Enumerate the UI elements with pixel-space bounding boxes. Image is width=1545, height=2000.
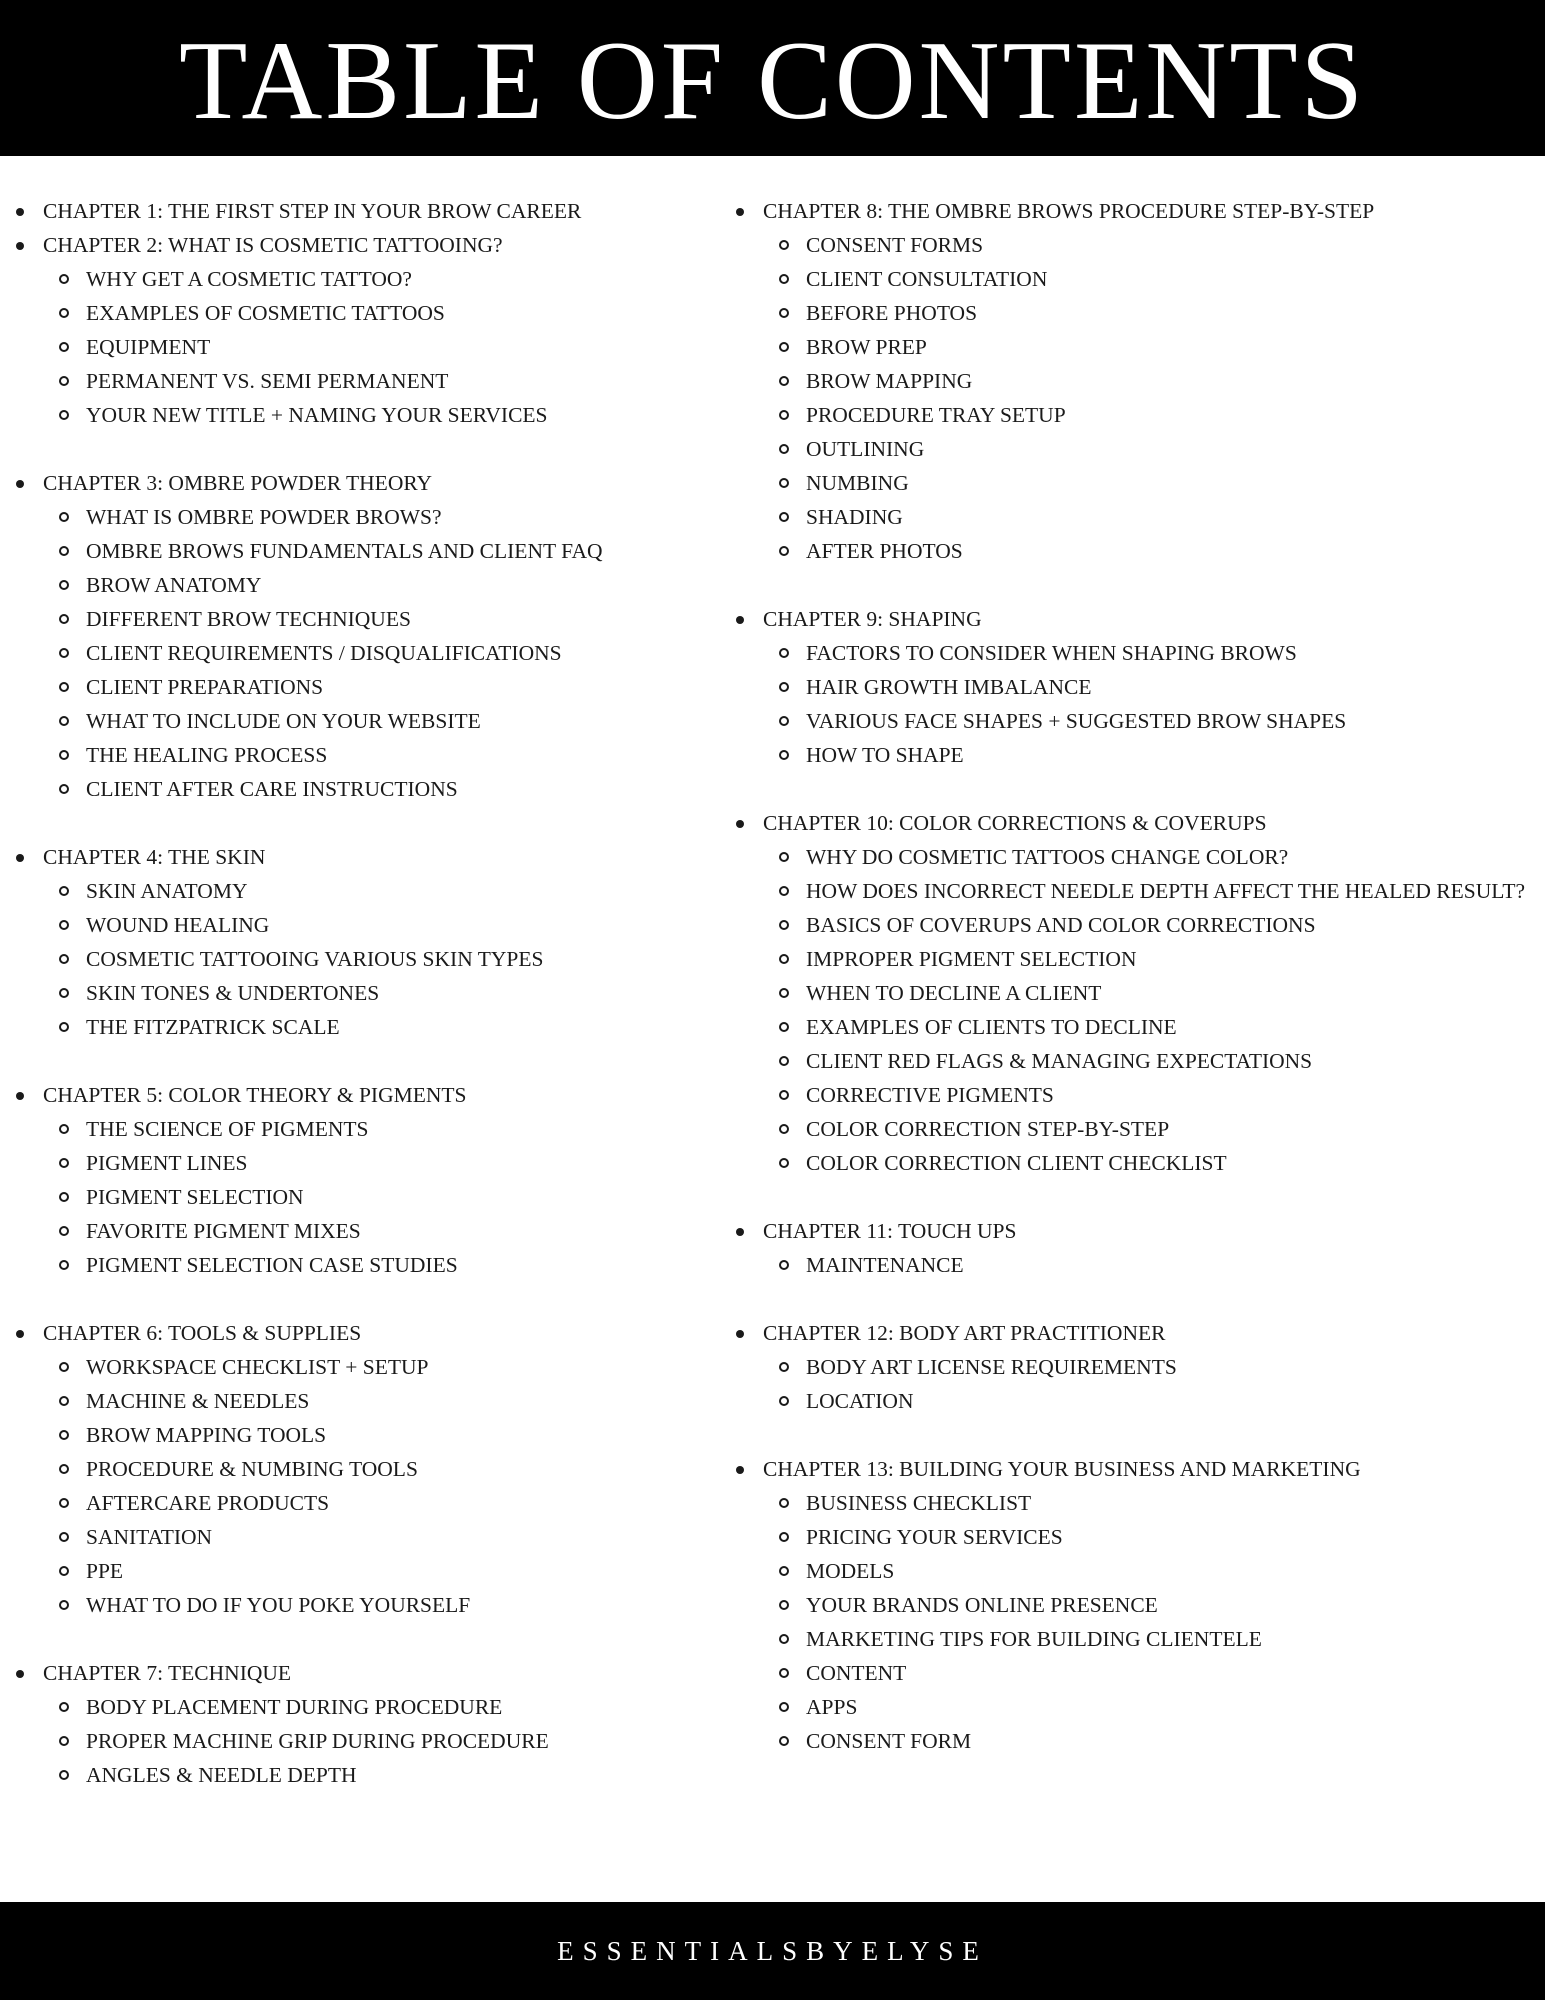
circle-bullet-icon — [59, 410, 69, 420]
subtopic-item — [720, 1724, 1545, 1758]
circle-bullet-icon — [779, 444, 789, 454]
subtopic-item — [0, 1554, 720, 1588]
subtopic-text: LOCATION — [806, 1389, 914, 1413]
chapter-title — [0, 194, 720, 228]
circle-bullet-icon — [59, 716, 69, 726]
subtopic-text: PIGMENT SELECTION — [86, 1185, 304, 1209]
circle-bullet-icon — [59, 682, 69, 692]
subtopic-item — [720, 976, 1545, 1010]
circle-bullet-icon — [779, 1158, 789, 1168]
subtopic-item — [0, 364, 720, 398]
circle-bullet-icon — [59, 546, 69, 556]
subtopic-text: WOUND HEALING — [86, 913, 270, 937]
subtopic-text: EXAMPLES OF CLIENTS TO DECLINE — [806, 1015, 1177, 1039]
subtopic-item — [0, 874, 720, 908]
subtopic-item — [720, 432, 1545, 466]
subtopic-item — [0, 330, 720, 364]
circle-bullet-icon — [779, 274, 789, 284]
subtopic-item — [720, 262, 1545, 296]
circle-bullet-icon — [59, 1022, 69, 1032]
chapter-entry — [720, 602, 1545, 772]
subtopic-item — [0, 976, 720, 1010]
subtopic-item — [0, 670, 720, 704]
subtopic-text: CONSENT FORM — [806, 1729, 972, 1753]
subtopic-text: ANGLES & NEEDLE DEPTH — [86, 1763, 357, 1787]
subtopic-text: VARIOUS FACE SHAPES + SUGGESTED BROW SHAPES — [806, 709, 1347, 733]
subtopic-text: PROCEDURE & NUMBING TOOLS — [86, 1457, 418, 1481]
subtopic-text: BUSINESS CHECKLIST — [806, 1491, 1032, 1515]
subtopic-text: APPS — [806, 1695, 858, 1719]
subtopic-item — [720, 1044, 1545, 1078]
circle-bullet-icon — [779, 1566, 789, 1576]
subtopic-item — [720, 1622, 1545, 1656]
subtopic-text: THE FITZPATRICK SCALE — [86, 1015, 340, 1039]
subtopic-text: BROW ANATOMY — [86, 573, 262, 597]
circle-bullet-icon — [59, 1566, 69, 1576]
subtopic-text: CONSENT FORMS — [806, 233, 984, 257]
circle-bullet-icon — [59, 376, 69, 386]
circle-bullet-icon — [59, 988, 69, 998]
subtopic-list — [720, 228, 1545, 568]
bullet-icon — [16, 1092, 24, 1100]
subtopic-text: PPE — [86, 1559, 124, 1583]
circle-bullet-icon — [779, 1022, 789, 1032]
subtopic-item — [720, 942, 1545, 976]
subtopic-text: WHAT IS OMBRE POWDER BROWS? — [86, 505, 442, 529]
subtopic-list — [720, 1486, 1545, 1758]
subtopic-item — [720, 670, 1545, 704]
subtopic-text: PRICING YOUR SERVICES — [806, 1525, 1063, 1549]
subtopic-text: CLIENT RED FLAGS & MANAGING EXPECTATIONS — [806, 1049, 1313, 1073]
subtopic-item — [720, 908, 1545, 942]
circle-bullet-icon — [779, 1634, 789, 1644]
circle-bullet-icon — [779, 852, 789, 862]
subtopic-item — [720, 738, 1545, 772]
subtopic-item — [0, 1384, 720, 1418]
subtopic-text: PERMANENT VS. SEMI PERMANENT — [86, 369, 449, 393]
subtopic-text: DIFFERENT BROW TECHNIQUES — [86, 607, 411, 631]
subtopic-item — [0, 1758, 720, 1792]
circle-bullet-icon — [59, 1158, 69, 1168]
subtopic-text: FACTORS TO CONSIDER WHEN SHAPING BROWS — [806, 641, 1297, 665]
chapter-title-text: CHAPTER 5: COLOR THEORY & PIGMENTS — [43, 1083, 467, 1107]
subtopic-item — [0, 738, 720, 772]
subtopic-list — [0, 1112, 720, 1282]
subtopic-item — [0, 772, 720, 806]
subtopic-text: OUTLINING — [806, 437, 925, 461]
circle-bullet-icon — [59, 1396, 69, 1406]
subtopic-item — [0, 1350, 720, 1384]
circle-bullet-icon — [59, 308, 69, 318]
subtopic-item — [720, 1690, 1545, 1724]
circle-bullet-icon — [59, 784, 69, 794]
chapter-entry — [720, 1214, 1545, 1282]
subtopic-text: WORKSPACE CHECKLIST + SETUP — [86, 1355, 429, 1379]
circle-bullet-icon — [59, 1736, 69, 1746]
circle-bullet-icon — [59, 1532, 69, 1542]
subtopic-item — [720, 840, 1545, 874]
subtopic-text: WHEN TO DECLINE A CLIENT — [806, 981, 1102, 1005]
subtopic-item — [720, 466, 1545, 500]
subtopic-item — [0, 500, 720, 534]
chapter-title-text: CHAPTER 12: BODY ART PRACTITIONER — [763, 1321, 1166, 1345]
subtopic-item — [0, 636, 720, 670]
subtopic-text: BROW MAPPING TOOLS — [86, 1423, 327, 1447]
subtopic-text: IMPROPER PIGMENT SELECTION — [806, 947, 1137, 971]
title-banner — [0, 0, 1545, 156]
bullet-icon — [736, 1330, 744, 1338]
chapter-title — [0, 1316, 720, 1350]
subtopic-text: CORRECTIVE PIGMENTS — [806, 1083, 1054, 1107]
chapter-title — [720, 806, 1545, 840]
subtopic-list — [720, 1248, 1545, 1282]
subtopic-list — [720, 840, 1545, 1180]
circle-bullet-icon — [779, 1362, 789, 1372]
subtopic-text: BASICS OF COVERUPS AND COLOR CORRECTIONS — [806, 913, 1316, 937]
subtopic-text: BODY PLACEMENT DURING PROCEDURE — [86, 1695, 503, 1719]
subtopic-item — [0, 602, 720, 636]
subtopic-item — [0, 942, 720, 976]
circle-bullet-icon — [779, 1736, 789, 1746]
chapter-title-text: CHAPTER 11: TOUCH UPS — [763, 1219, 1017, 1243]
subtopic-item — [0, 1520, 720, 1554]
circle-bullet-icon — [779, 240, 789, 250]
circle-bullet-icon — [779, 682, 789, 692]
subtopic-text: BEFORE PHOTOS — [806, 301, 978, 325]
subtopic-item — [0, 1180, 720, 1214]
subtopic-text: COLOR CORRECTION STEP-BY-STEP — [806, 1117, 1170, 1141]
subtopic-list — [720, 1350, 1545, 1418]
subtopic-list — [0, 262, 720, 432]
subtopic-item — [720, 330, 1545, 364]
chapter-entry — [720, 806, 1545, 1180]
circle-bullet-icon — [59, 342, 69, 352]
bullet-icon — [736, 820, 744, 828]
circle-bullet-icon — [779, 1600, 789, 1610]
circle-bullet-icon — [779, 342, 789, 352]
circle-bullet-icon — [59, 512, 69, 522]
chapter-title-text: CHAPTER 7: TECHNIQUE — [43, 1661, 292, 1685]
circle-bullet-icon — [779, 1056, 789, 1066]
bullet-icon — [16, 208, 24, 216]
circle-bullet-icon — [59, 886, 69, 896]
circle-bullet-icon — [59, 614, 69, 624]
subtopic-text: HOW TO SHAPE — [806, 743, 964, 767]
toc-right-column — [720, 194, 1545, 1758]
subtopic-text: NUMBING — [806, 471, 909, 495]
subtopic-item — [0, 1418, 720, 1452]
subtopic-item — [720, 1350, 1545, 1384]
circle-bullet-icon — [59, 1498, 69, 1508]
subtopic-text: WHY DO COSMETIC TATTOOS CHANGE COLOR? — [806, 845, 1289, 869]
subtopic-item — [0, 1146, 720, 1180]
subtopic-list — [0, 1350, 720, 1622]
circle-bullet-icon — [59, 750, 69, 760]
circle-bullet-icon — [779, 1124, 789, 1134]
chapter-title-text: CHAPTER 10: COLOR CORRECTIONS & COVERUPS — [763, 811, 1267, 835]
subtopic-text: CLIENT PREPARATIONS — [86, 675, 324, 699]
circle-bullet-icon — [59, 1464, 69, 1474]
subtopic-text: HAIR GROWTH IMBALANCE — [806, 675, 1092, 699]
circle-bullet-icon — [59, 920, 69, 930]
circle-bullet-icon — [779, 512, 789, 522]
chapter-title — [0, 1656, 720, 1690]
subtopic-text: THE HEALING PROCESS — [86, 743, 328, 767]
subtopic-text: PIGMENT LINES — [86, 1151, 248, 1175]
chapter-title-text: CHAPTER 4: THE SKIN — [43, 845, 266, 869]
subtopic-item — [720, 398, 1545, 432]
bullet-icon — [16, 480, 24, 488]
subtopic-item — [720, 1486, 1545, 1520]
subtopic-item — [0, 1248, 720, 1282]
subtopic-list — [0, 1690, 720, 1792]
circle-bullet-icon — [779, 750, 789, 760]
circle-bullet-icon — [59, 1260, 69, 1270]
subtopic-text: PROCEDURE TRAY SETUP — [806, 403, 1066, 427]
subtopic-text: COSMETIC TATTOOING VARIOUS SKIN TYPES — [86, 947, 544, 971]
subtopic-text: WHAT TO INCLUDE ON YOUR WEBSITE — [86, 709, 481, 733]
subtopic-text: CLIENT CONSULTATION — [806, 267, 1048, 291]
chapter-entry — [0, 1316, 720, 1622]
chapter-entry — [720, 194, 1545, 568]
subtopic-text: BODY ART LICENSE REQUIREMENTS — [806, 1355, 1177, 1379]
subtopic-text: EXAMPLES OF COSMETIC TATTOOS — [86, 301, 445, 325]
subtopic-text: MODELS — [806, 1559, 895, 1583]
subtopic-list — [720, 636, 1545, 772]
circle-bullet-icon — [779, 988, 789, 998]
bullet-icon — [736, 616, 744, 624]
circle-bullet-icon — [779, 1396, 789, 1406]
subtopic-item — [720, 228, 1545, 262]
circle-bullet-icon — [779, 716, 789, 726]
subtopic-item — [720, 1656, 1545, 1690]
circle-bullet-icon — [779, 478, 789, 488]
chapter-entry — [0, 466, 720, 806]
subtopic-item — [720, 1010, 1545, 1044]
subtopic-text: OMBRE BROWS FUNDAMENTALS AND CLIENT FAQ — [86, 539, 603, 563]
subtopic-text: AFTER PHOTOS — [806, 539, 963, 563]
circle-bullet-icon — [779, 648, 789, 658]
chapter-title-text: CHAPTER 2: WHAT IS COSMETIC TATTOOING? — [43, 233, 503, 257]
subtopic-text: WHY GET A COSMETIC TATTOO? — [86, 267, 412, 291]
subtopic-item — [0, 1690, 720, 1724]
subtopic-text: CONTENT — [806, 1661, 907, 1685]
subtopic-item — [0, 296, 720, 330]
bullet-icon — [16, 854, 24, 862]
brand-name: ESSENTIALSBYELYSE — [557, 1935, 988, 1966]
circle-bullet-icon — [779, 920, 789, 930]
subtopic-item — [720, 296, 1545, 330]
bullet-icon — [16, 1670, 24, 1678]
circle-bullet-icon — [779, 1260, 789, 1270]
subtopic-item — [0, 1452, 720, 1486]
subtopic-text: PIGMENT SELECTION CASE STUDIES — [86, 1253, 458, 1277]
circle-bullet-icon — [779, 308, 789, 318]
circle-bullet-icon — [59, 1600, 69, 1610]
chapter-title-text: CHAPTER 3: OMBRE POWDER THEORY — [43, 471, 433, 495]
page-title: TABLE OF CONTENTS — [179, 19, 1366, 143]
circle-bullet-icon — [59, 1192, 69, 1202]
subtopic-list — [0, 874, 720, 1044]
subtopic-item — [0, 908, 720, 942]
chapter-entry — [0, 840, 720, 1044]
chapter-title-text: CHAPTER 6: TOOLS & SUPPLIES — [43, 1321, 362, 1345]
chapter-title-text: CHAPTER 9: SHAPING — [763, 607, 982, 631]
subtopic-text: FAVORITE PIGMENT MIXES — [86, 1219, 361, 1243]
subtopic-item — [0, 1486, 720, 1520]
subtopic-item — [720, 874, 1545, 908]
subtopic-item — [720, 1384, 1545, 1418]
subtopic-item — [0, 568, 720, 602]
circle-bullet-icon — [779, 1532, 789, 1542]
bullet-icon — [16, 1330, 24, 1338]
circle-bullet-icon — [779, 886, 789, 896]
chapter-title — [0, 1078, 720, 1112]
subtopic-text: YOUR BRANDS ONLINE PRESENCE — [806, 1593, 1158, 1617]
circle-bullet-icon — [779, 954, 789, 964]
subtopic-text: MAINTENANCE — [806, 1253, 964, 1277]
subtopic-item — [720, 1588, 1545, 1622]
circle-bullet-icon — [59, 1430, 69, 1440]
circle-bullet-icon — [59, 1124, 69, 1134]
chapter-title-text: CHAPTER 8: THE OMBRE BROWS PROCEDURE STEP-BY-STEP — [763, 199, 1375, 223]
subtopic-item — [0, 1010, 720, 1044]
circle-bullet-icon — [779, 1702, 789, 1712]
chapter-entry — [0, 194, 720, 228]
bullet-icon — [736, 208, 744, 216]
bullet-icon — [736, 1228, 744, 1236]
chapter-entry — [0, 1078, 720, 1282]
subtopic-text: YOUR NEW TITLE + NAMING YOUR SERVICES — [86, 403, 548, 427]
subtopic-item — [720, 1248, 1545, 1282]
subtopic-item — [0, 1588, 720, 1622]
chapter-title — [720, 1452, 1545, 1486]
subtopic-text: COLOR CORRECTION CLIENT CHECKLIST — [806, 1151, 1227, 1175]
subtopic-text: THE SCIENCE OF PIGMENTS — [86, 1117, 369, 1141]
chapter-entry — [720, 1316, 1545, 1418]
chapter-title — [720, 1316, 1545, 1350]
subtopic-text: HOW DOES INCORRECT NEEDLE DEPTH AFFECT THE HEALED RESULT? — [806, 879, 1526, 903]
subtopic-text: PROPER MACHINE GRIP DURING PROCEDURE — [86, 1729, 549, 1753]
circle-bullet-icon — [59, 1770, 69, 1780]
chapter-title — [720, 194, 1545, 228]
subtopic-text: SHADING — [806, 505, 903, 529]
subtopic-text: SKIN ANATOMY — [86, 879, 248, 903]
subtopic-item — [0, 1112, 720, 1146]
circle-bullet-icon — [59, 648, 69, 658]
circle-bullet-icon — [779, 1498, 789, 1508]
chapter-title-text: CHAPTER 13: BUILDING YOUR BUSINESS AND MARKETING — [763, 1457, 1361, 1481]
subtopic-list — [0, 500, 720, 806]
subtopic-text: EQUIPMENT — [86, 335, 211, 359]
chapter-title — [0, 840, 720, 874]
circle-bullet-icon — [59, 1362, 69, 1372]
chapter-entry — [0, 228, 720, 432]
circle-bullet-icon — [59, 954, 69, 964]
circle-bullet-icon — [59, 274, 69, 284]
subtopic-text: BROW PREP — [806, 335, 927, 359]
footer-banner — [0, 1902, 1545, 2000]
subtopic-text: BROW MAPPING — [806, 369, 973, 393]
circle-bullet-icon — [59, 1702, 69, 1712]
circle-bullet-icon — [779, 1090, 789, 1100]
subtopic-text: CLIENT AFTER CARE INSTRUCTIONS — [86, 777, 458, 801]
subtopic-item — [0, 398, 720, 432]
chapter-title — [720, 1214, 1545, 1248]
subtopic-item — [720, 1112, 1545, 1146]
subtopic-text: MACHINE & NEEDLES — [86, 1389, 310, 1413]
circle-bullet-icon — [779, 410, 789, 420]
subtopic-item — [0, 1724, 720, 1758]
bullet-icon — [16, 242, 24, 250]
subtopic-item — [720, 1554, 1545, 1588]
subtopic-text: CLIENT REQUIREMENTS / DISQUALIFICATIONS — [86, 641, 562, 665]
subtopic-text: SKIN TONES & UNDERTONES — [86, 981, 380, 1005]
circle-bullet-icon — [779, 1668, 789, 1678]
circle-bullet-icon — [59, 580, 69, 590]
subtopic-item — [720, 364, 1545, 398]
subtopic-item — [720, 704, 1545, 738]
toc-left-column — [0, 194, 720, 1792]
subtopic-text: SANITATION — [86, 1525, 213, 1549]
chapter-title — [720, 602, 1545, 636]
subtopic-item — [720, 636, 1545, 670]
circle-bullet-icon — [779, 376, 789, 386]
subtopic-item — [0, 1214, 720, 1248]
chapter-title — [0, 228, 720, 262]
chapter-title-text: CHAPTER 1: THE FIRST STEP IN YOUR BROW CAREER — [43, 199, 582, 223]
subtopic-item — [720, 1078, 1545, 1112]
circle-bullet-icon — [779, 546, 789, 556]
subtopic-text: AFTERCARE PRODUCTS — [86, 1491, 330, 1515]
subtopic-item — [720, 1146, 1545, 1180]
chapter-title — [0, 466, 720, 500]
subtopic-text: MARKETING TIPS FOR BUILDING CLIENTELE — [806, 1627, 1262, 1651]
chapter-entry — [720, 1452, 1545, 1758]
subtopic-item — [720, 500, 1545, 534]
subtopic-item — [720, 534, 1545, 568]
subtopic-item — [720, 1520, 1545, 1554]
subtopic-item — [0, 534, 720, 568]
subtopic-item — [0, 704, 720, 738]
subtopic-text: WHAT TO DO IF YOU POKE YOURSELF — [86, 1593, 471, 1617]
circle-bullet-icon — [59, 1226, 69, 1236]
bullet-icon — [736, 1466, 744, 1474]
chapter-entry — [0, 1656, 720, 1792]
subtopic-item — [0, 262, 720, 296]
